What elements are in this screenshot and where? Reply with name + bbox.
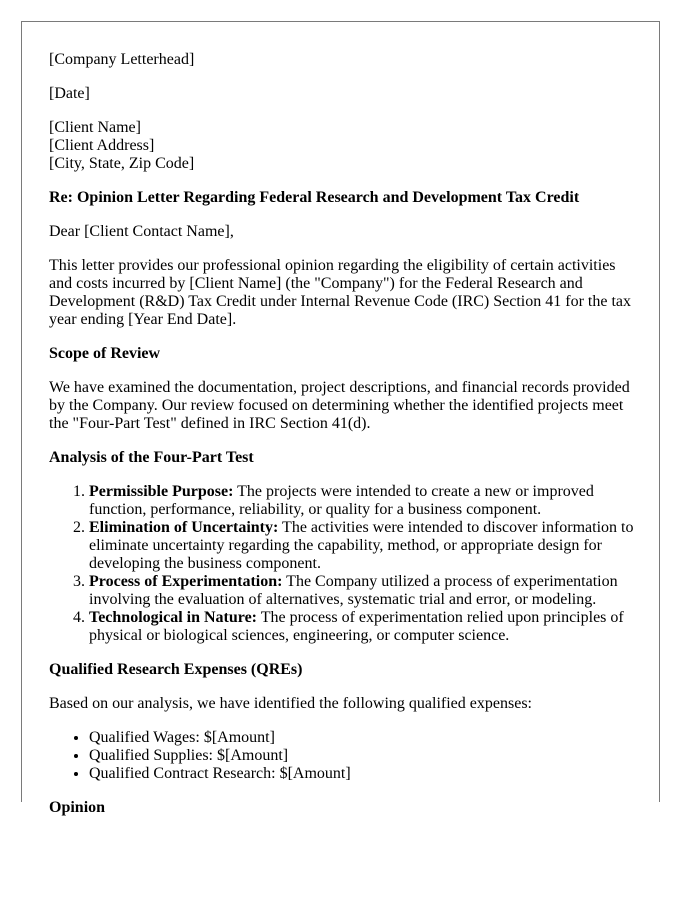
test-item [89, 573, 641, 609]
test-text: The projects were intended to create a new or improved function, performance, reliability, or quality for a business component. [89, 483, 594, 518]
qre-intro: Based on our analysis, we have identified the following qualified expenses: [49, 695, 532, 712]
letter-page [21, 21, 660, 816]
qre-item: • Qualified Wages: $[Amount] [89, 729, 641, 747]
test-text: The activities were intended to discover information to eliminate uncertainty regarding the capability, method, or appropriate design for developing the business component. [89, 519, 634, 572]
scope-heading: Scope of Review [49, 345, 161, 362]
test-item [89, 609, 641, 645]
intro-paragraph: This letter provides our professional opinion regarding the eligibility of certain activities and costs incurred by [Client Name] (the "Company") for the Federal Research and Development (R&D) Tax Credit under Internal Revenue Code (IRC) Section 41 for the tax year ending [Year End Date]. [49, 257, 631, 328]
test-title: Technological in Nature: [89, 609, 258, 626]
test-title: Elimination of Uncertainty: [89, 519, 279, 536]
qre-item: • Qualified Supplies: $[Amount] [89, 747, 641, 765]
test-item [89, 483, 641, 519]
subject-line: Re: Opinion Letter Regarding Federal Research and Development Tax Credit [49, 189, 580, 206]
four-part-test-list [49, 483, 641, 645]
qre-heading: Qualified Research Expenses (QREs) [49, 661, 303, 678]
analysis-heading: Analysis of the Four-Part Test [49, 449, 254, 466]
test-text: The Company utilized a process of experimentation involving the evaluation of alternatives, systematic trial and error, or modeling. [89, 573, 618, 608]
letter-content [49, 51, 641, 833]
opinion-heading: Opinion [49, 799, 106, 816]
test-title: Process of Experimentation: [89, 573, 283, 590]
letterhead: [Company Letterhead] [49, 51, 195, 68]
client-city-state-zip: [City, State, Zip Code] [49, 155, 195, 172]
client-address-block [49, 119, 641, 173]
scope-paragraph: We have examined the documentation, project descriptions, and financial records provided by the Company. Our review focused on determining whether the identified projects meet the "Four-Part Test" defined in IRC Section 41(d). [49, 379, 630, 432]
test-text: The process of experimentation relied upon principles of physical or biological sciences, engineering, or computer science. [89, 609, 624, 644]
salutation: Dear [Client Contact Name], [49, 223, 234, 240]
qre-list [49, 729, 641, 783]
test-title: Permissible Purpose: [89, 483, 234, 500]
qre-item: • Qualified Contract Research: $[Amount] [89, 765, 641, 783]
letter-date: [Date] [49, 85, 90, 102]
client-name: [Client Name] [49, 119, 141, 136]
test-item [89, 519, 641, 573]
client-address: [Client Address] [49, 137, 155, 154]
